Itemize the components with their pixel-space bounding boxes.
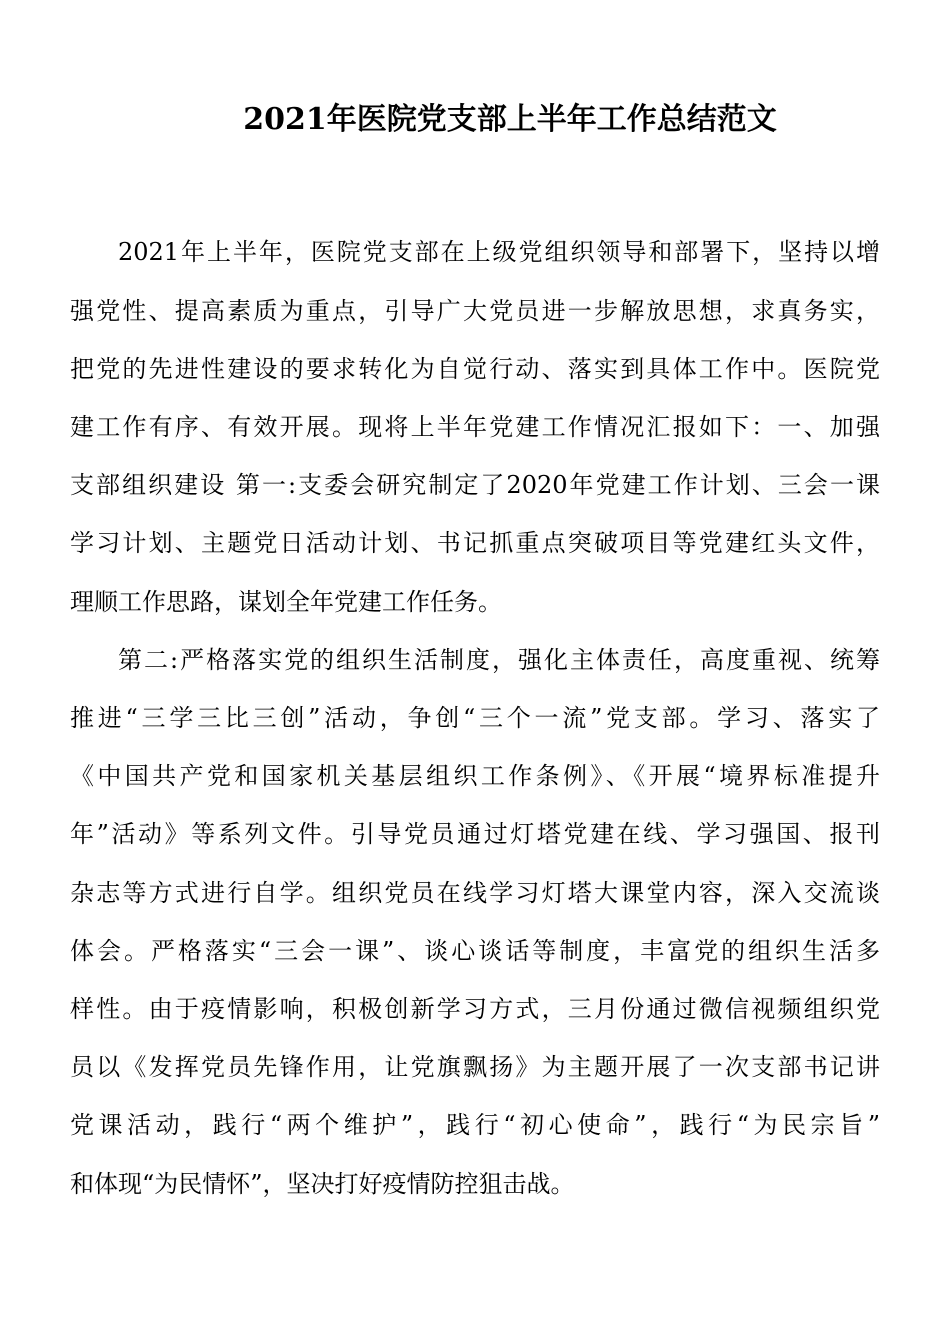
paragraph-line: 《中国共产党和国家机关基层组织工作条例》、《开展“境界标准提升	[70, 762, 880, 790]
paragraph-line: 支部组织建设 第一:支委会研究制定了2020年党建工作计划、三会一课	[70, 471, 880, 499]
paragraph-line: 体会。严格落实“三会一课”、谈心谈话等制度，丰富党的组织生活多	[70, 937, 880, 965]
paragraph-line: 把党的先进性建设的要求转化为自觉行动、落实到具体工作中。医院党	[70, 355, 880, 383]
paragraph-line: 学习计划、主题党日活动计划、书记抓重点突破项目等党建红头文件，	[70, 529, 880, 557]
paragraph-line: 建工作有序、有效开展。现将上半年党建工作情况汇报如下：一、加强	[70, 413, 880, 441]
paragraph-line: 年”活动》等系列文件。引导党员通过灯塔党建在线、学习强国、报刊	[70, 820, 880, 848]
paragraph-line: 和体现“为民情怀”，坚决打好疫情防控狙击战。	[70, 1170, 575, 1198]
paragraph-line: 杂志等方式进行自学。组织党员在线学习灯塔大课堂内容，深入交流谈	[70, 879, 880, 907]
paragraph-line: 样性。由于疫情影响，积极创新学习方式，三月份通过微信视频组织党	[70, 995, 880, 1023]
document-title: 2021年医院党支部上半年工作总结范文	[243, 102, 777, 137]
paragraph-line: 推进“三学三比三创”活动，争创“三个一流”党支部。学习、落实了	[70, 704, 880, 732]
paragraph-line: 员以《发挥党员先锋作用，让党旗飘扬》为主题开展了一次支部书记讲	[70, 1053, 880, 1081]
paragraph-line: 理顺工作思路，谋划全年党建工作任务。	[70, 588, 502, 616]
paragraph-line: 强党性、提高素质为重点，引导广大党员进一步解放思想，求真务实，	[70, 297, 880, 325]
paragraph-line: 党课活动，践行“两个维护”，践行“初心使命”，践行“为民宗旨”	[70, 1111, 880, 1139]
paragraph-line: 2021年上半年，医院党支部在上级党组织领导和部署下，坚持以增	[118, 238, 880, 266]
paragraph-line: 第二:严格落实党的组织生活制度，强化主体责任，高度重视、统筹	[118, 646, 880, 674]
